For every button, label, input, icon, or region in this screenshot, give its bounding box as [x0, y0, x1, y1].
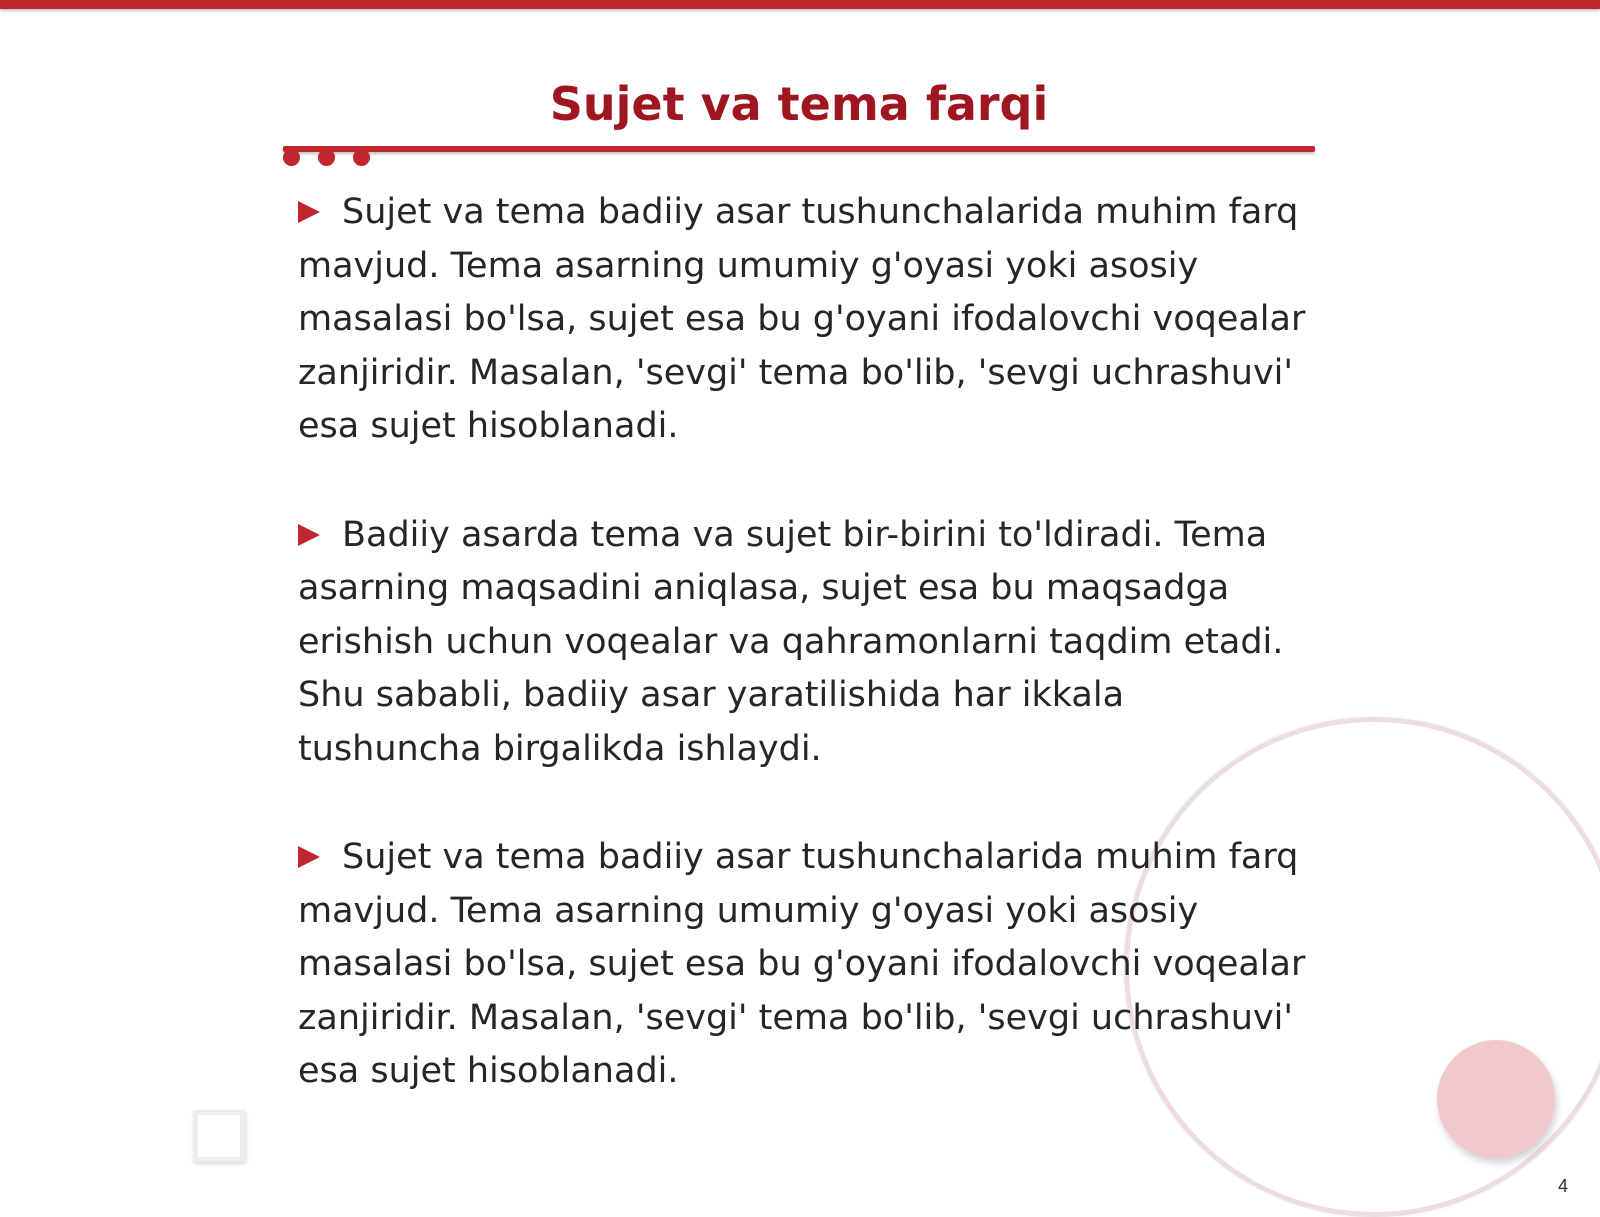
underline-dot	[353, 149, 370, 166]
bullet-text: Badiiy asarda tema va sujet bir-birini to'ldiradi. Tema asarning maqsadini aniqlasa, sujet esa bu maqsadga erishish uchun voqealar va qahramonlarni taqdim etadi. Shu sababli, badiiy asar yaratilishida har ikkala tushuncha birgalikda ishlaydi.	[298, 514, 1284, 769]
bullet-item	[298, 186, 1308, 454]
title-underline	[283, 146, 1315, 152]
decorative-circle	[1437, 1040, 1555, 1158]
bullet-item	[298, 509, 1308, 777]
slide-title: Sujet va tema farqi	[549, 77, 1049, 131]
bullet-list	[298, 186, 1308, 1154]
decorative-square	[193, 1110, 245, 1162]
triangle-right-icon	[298, 846, 320, 868]
underline-dot	[318, 149, 335, 166]
page-number: 4	[1557, 1176, 1568, 1196]
bullet-text: Sujet va tema badiiy asar tushunchalarida muhim farq mavjud. Tema asarning umumiy g'oyasi yoki asosiy masalasi bo'lsa, sujet esa bu g'oyani ifodalovchi voqealar zanjiridir. Masalan, 'sevgi' tema bo'lib, 'sevgi uchrashuvi' esa sujet hisoblanadi.	[298, 192, 1306, 446]
bullet-item	[298, 831, 1308, 1099]
top-accent-bar	[0, 0, 1600, 9]
bullet-text: Sujet va tema badiiy asar tushunchalarida muhim farq mavjud. Tema asarning umumiy g'oyasi yoki asosiy masalasi bo'lsa, sujet esa bu g'oyani ifodalovchi voqealar zanjiridir. Masalan, 'sevgi' tema bo'lib, 'sevgi uchrashuvi' esa sujet hisoblanadi.	[298, 837, 1306, 1091]
underline-dot	[283, 149, 300, 166]
triangle-right-icon	[298, 524, 320, 546]
triangle-right-icon	[298, 201, 320, 223]
